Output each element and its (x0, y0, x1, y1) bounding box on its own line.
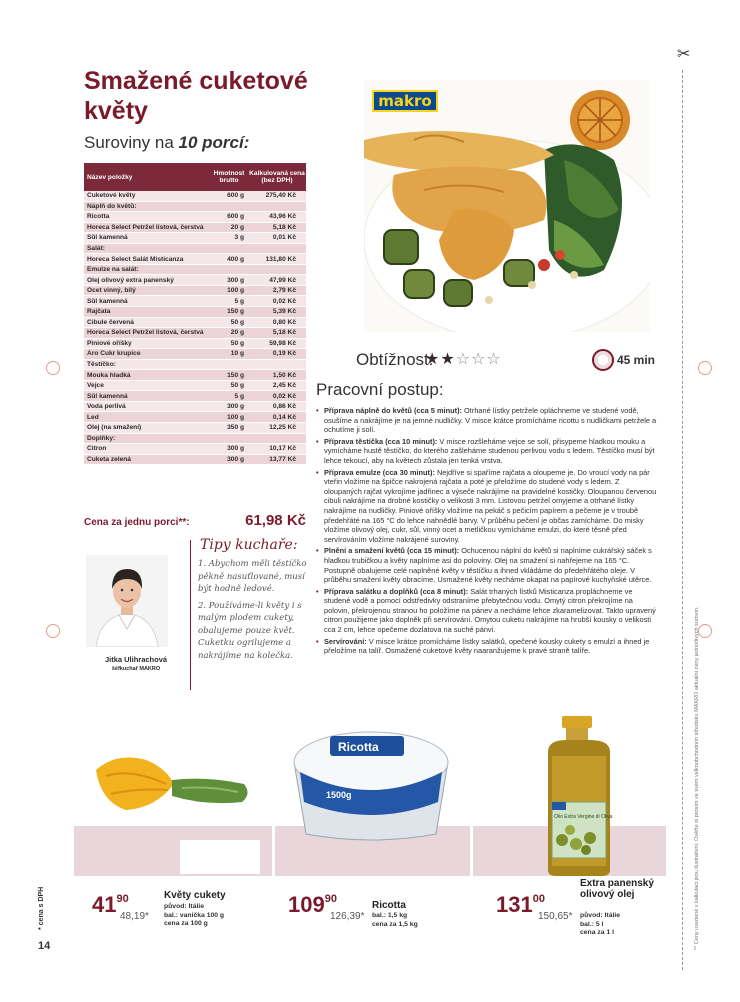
ingredient-weight: 5 g (234, 392, 244, 400)
table-row (84, 328, 306, 339)
ingredient-price: 59,98 Kč (269, 339, 296, 347)
binder-hole-icon (698, 624, 712, 638)
price-integer: 131 (496, 892, 533, 917)
cut-line (682, 70, 683, 970)
product-info-line: původ: Itálie (164, 903, 205, 910)
product-name: Květy cukety (164, 890, 226, 901)
ingredient-name: Náplň do květů: (87, 202, 137, 210)
product-info-line: bal.: vanička 100 g (164, 911, 225, 919)
ingredient-weight: 20 g (230, 329, 244, 337)
table-row (84, 402, 306, 413)
ingredient-weight: 150 g (227, 371, 244, 379)
table-row (84, 370, 306, 381)
product-info-line: bal.: 1,5 kg (372, 912, 408, 919)
price-disclaimer: ** Ceny uvedené v kalkulaci jsou ilustrativní. Ověřte si prosím ve svém velkoobchodním středisku MAKRO aktuální ceny jednotlivých surovin. (694, 606, 700, 950)
procedure-step (316, 468, 658, 545)
binder-hole-icon (46, 624, 60, 638)
binder-hole-icon (698, 361, 712, 375)
ingredient-name: Rajčata (87, 308, 111, 316)
table-row (84, 455, 306, 466)
ingredient-weight: 5 g (234, 297, 244, 305)
ingredient-price: 5,18 Kč (272, 223, 296, 231)
price-integer: 109 (288, 892, 325, 917)
ingredient-name: Salát: (87, 245, 105, 252)
ricotta-tub-photo (286, 722, 456, 842)
makro-logo: makro (372, 90, 438, 112)
step-lead: Příprava salátku a doplňků (cca 8 minut): (324, 586, 469, 596)
product-net-price: 150,65* (538, 911, 573, 922)
ingredient-price: 0,14 Kč (272, 413, 296, 421)
ingredient-name: Sůl kamenná (87, 297, 128, 305)
ingredient-price: 0,02 Kč (272, 392, 296, 400)
zucchini-flower-photo (86, 750, 256, 830)
table-section-row (84, 265, 306, 276)
band-divider (470, 826, 473, 876)
ingredient-price: 5,39 Kč (272, 308, 296, 316)
price-integer: 41 (92, 892, 117, 917)
step-text: Salát trhaných lístků Misticanza propláchneme ve studené vodě a pomocí odstředivky odstraníme přebytečnou vodu. Omytý citron překrojíme na polovin, překrojenou stranou ho položíme na pánev a necháme lehce zkaramelizovat. Takto upravený citron použijeme jako doplněk při servírování. Omytou cuketu nakrájíme na hrubší kousky o velikosti cca 2 cm, lehce opečeme dozlatova na suché pánvi. (324, 586, 656, 635)
ingredient-price: 12,25 Kč (269, 424, 296, 432)
portions-count: 10 porcí: (178, 133, 250, 152)
product-info-line: původ: Itálie (580, 912, 621, 919)
product-name: Extra panenský olivový olej (580, 878, 654, 900)
olive-oil-bottle-photo (540, 716, 620, 876)
ingredient-name: Horeca Select Petržel listová, čerstvá (87, 223, 204, 231)
band-divider (272, 826, 275, 876)
recipe-title: Smažené cuketové květy (84, 67, 308, 125)
ingredients-table (84, 163, 306, 465)
step-lead: Plnění a smažení květů (cca 15 minut): (324, 546, 460, 556)
ingredient-name: Těstíčko: (87, 361, 116, 369)
table-row (84, 191, 306, 202)
ingredient-price: 13,77 Kč (269, 455, 296, 463)
procedure-step (316, 546, 658, 584)
vat-note: * cena s DPH (38, 886, 45, 930)
table-row (84, 423, 306, 434)
difficulty-rating (425, 349, 502, 368)
ingredient-name: Citron (87, 445, 107, 453)
table-row (84, 254, 306, 265)
product-info-line: cena za 100 g (164, 920, 208, 927)
table-section-row (84, 360, 306, 371)
tip-item: 1. Abychom měli těstíčko pěkně nasuťlované, musí být hodně ledové. (198, 559, 307, 594)
dish-photo (364, 80, 650, 332)
ingredient-weight: 100 g (227, 287, 244, 295)
table-row (84, 212, 306, 223)
ingredient-price: 0,80 Kč (272, 318, 296, 326)
table-row (84, 381, 306, 392)
table-row (84, 339, 306, 350)
ingredient-weight: 20 g (230, 223, 244, 231)
ingredient-price: 2,79 Kč (272, 287, 296, 295)
step-text: V misce rozšleháme vejce se solí, přisypeme hladkou mouku a vymícháme hustě těstíčko, do kterého zašleháme studenou perlivou vodu s ledem. Těstíčko musí být lehce tekoucí, aby na květech zůstala jen tenká vrstva. (324, 436, 655, 465)
table-header (84, 163, 306, 191)
ingredient-weight: 300 g (227, 445, 244, 453)
price-decimal: 00 (532, 893, 545, 905)
chef-role: šéfkuchař MAKRO (111, 666, 161, 672)
step-lead: Příprava emulze (cca 30 minut): (324, 467, 435, 477)
step-text: Ochucenou náplní do květů si naplníme cukrářský sáček s hladkou trubičkou a květy naplníme asi do poloviny. Olej na smažení si nahřejeme na 165 °C. Postupně obalujeme celé naplněné květy v těstíčku a ihned vkládáme do předehřátého oleje. V průběhu smažení květy obracíme. Usmažené květy necháme okapat na papírové kuchyňské utěrce. (324, 546, 652, 585)
procedure-step (316, 437, 658, 466)
price-decimal: 90 (324, 893, 337, 905)
ingredient-weight: 50 g (230, 318, 244, 326)
product-net-price: 48,19* (120, 911, 149, 922)
ingredient-price: 10,17 Kč (269, 445, 296, 453)
table-row (84, 318, 306, 329)
ingredient-name: Voda perlivá (87, 403, 126, 411)
ingredient-price: 5,18 Kč (272, 329, 296, 337)
ingredient-name: Ricotta (87, 213, 110, 221)
ingredient-name: Cuketa zelená (87, 455, 131, 463)
per-portion-label: Cena za jednu porci**: (84, 517, 190, 528)
per-portion-value: 61,98 Kč (245, 512, 306, 529)
tips-divider (190, 540, 191, 690)
ingredient-weight: 600 g (227, 213, 244, 221)
table-row (84, 391, 306, 402)
ingredient-name: Emulze na salát: (87, 266, 139, 274)
price-decimal: 90 (116, 893, 129, 905)
binder-hole-icon (46, 361, 60, 375)
ingredient-name: Cibule červená (87, 318, 134, 326)
table-body (84, 191, 306, 465)
table-row (84, 296, 306, 307)
procedure-step (316, 406, 658, 435)
ingredient-weight: 10 g (230, 350, 244, 358)
ingredient-weight: 350 g (227, 424, 244, 432)
portions-heading (84, 133, 249, 153)
table-row (84, 307, 306, 318)
page-number: 14 (38, 940, 51, 952)
product-info-line: cena za 1 l (580, 929, 615, 936)
ingredient-weight: 300 g (227, 455, 244, 463)
ingredient-name: Doplňky: (87, 434, 116, 442)
ricotta-label-text: Ricotta (338, 740, 379, 754)
ingredient-price: 0,02 Kč (272, 297, 296, 305)
ingredient-price: 47,99 Kč (269, 276, 296, 284)
table-section-row (84, 202, 306, 213)
ingredient-name: Mouka hladká (87, 371, 131, 379)
table-row (84, 233, 306, 244)
ingredient-weight: 600 g (227, 192, 244, 200)
ingredient-name: Sůl kamenná (87, 392, 128, 400)
ingredient-weight: 300 g (227, 403, 244, 411)
product-info (372, 912, 418, 929)
procedure-title: Pracovní postup: (316, 380, 444, 399)
ingredient-name: Sůl kamenná (87, 234, 128, 242)
label-patch (180, 840, 260, 874)
product-net-price: 126,39* (330, 911, 365, 922)
product-name: Ricotta (372, 900, 406, 911)
oil-label-text: Olio Extra Vergine di Oliva (554, 814, 613, 820)
ingredient-price: 0,01 Kč (272, 234, 296, 242)
ingredient-price: 43,96 Kč (269, 213, 296, 221)
step-text: Otrhané lístky petržele opláchneme ve studené vodě, osušíme a nakrájíme je na jemné nudličky. V misce krátce promícháme ricottu s nudličkami petržele a ochutíme ji solí. (324, 406, 657, 435)
table-row (84, 349, 306, 360)
ingredient-name: Olej olivový extra panenský (87, 276, 174, 284)
ingredient-name: Horeca Select Salát Misticanza (87, 255, 184, 263)
ingredient-price: 131,80 Kč (265, 255, 296, 263)
ingredient-price: 1,50 Kč (272, 371, 296, 379)
chef-photo (86, 555, 168, 647)
ingredient-name: Olej (na smažení) (87, 424, 142, 432)
ingredient-name: Vejce (87, 382, 104, 390)
ingredient-weight: 100 g (227, 413, 244, 421)
ingredient-price: 0,19 Kč (272, 350, 296, 358)
ingredient-name: Horeca Select Petržel listová, čerstvá (87, 329, 204, 337)
portions-prefix: Suroviny na (84, 133, 179, 152)
product-info-line: cena za 1,5 kg (372, 920, 418, 928)
procedure-step (316, 587, 658, 635)
table-row (84, 275, 306, 286)
table-row (84, 444, 306, 455)
ricotta-weight-text: 1500g (326, 790, 352, 800)
ingredient-price: 275,40 Kč (265, 192, 296, 200)
difficulty-label: Obtížnost: (356, 350, 434, 369)
table-row (84, 286, 306, 297)
chef-name: Jitka Ulihrachová (104, 655, 168, 664)
ingredient-weight: 50 g (230, 382, 244, 390)
ingredient-name: Led (87, 413, 99, 421)
star-filled-icon: ★★ (425, 349, 456, 368)
header-weight: Hmotnost brutto (213, 170, 245, 184)
price-per-portion (84, 512, 306, 529)
ingredient-weight: 400 g (227, 255, 244, 263)
prep-time: 45 min (617, 353, 656, 367)
procedure-steps (316, 406, 658, 658)
ingredient-weight: 150 g (227, 308, 244, 316)
clock-icon (592, 349, 614, 371)
step-lead: Příprava náplně do květů (cca 5 minut): (324, 406, 462, 415)
step-text: Nejdříve si spaříme rajčata a oloupeme je. Do vroucí vody na pár vteřin vložíme na špičce nakrojená rajčata a poté je přeložíme do studené vody s ledem. Z oloupaných rajčat vykrojíme jadřinec a výseče nakrájíme na pravidelné kostičky. Oloupanou červenou cibuli nakrájíme na drobné kostičky o velikosti 3 mm. Listovou petržel omyjeme a otrhané lístky nakrájíme na nudličky. Piniové oříšky vložíme na pekáč s pečicím papírem a pečeme je v troubě předehřáté na 165 °C do lehce nahnědlé barvy. V průběhu pečení je občas zamícháme. Do misky vložíme olivový olej, cukr, sůl, vinný ocet a metličkou vymícháme emulzi, do které těsně před servírováním vložíme nakrájené suroviny. (324, 467, 657, 544)
ingredient-weight: 3 g (234, 234, 244, 242)
tip-item: 2. Používáme-li květy i s malým plodem cukety, obalujeme pouze květ. Cuketku ogrilujeme a nakrájíme na kolečka. (198, 600, 302, 661)
star-empty-icon: ☆☆☆ (455, 349, 502, 368)
table-row (84, 223, 306, 234)
procedure-step (316, 637, 658, 656)
table-section-row (84, 244, 306, 255)
product-info (164, 903, 224, 929)
ingredient-price: 2,45 Kč (272, 382, 296, 390)
header-price: Kalkulovaná cena (bez DPH) (249, 170, 305, 184)
step-lead: Servírování: (324, 636, 367, 646)
ingredient-name: Ocet vinný, bílý (87, 287, 136, 295)
product-info (580, 912, 620, 938)
tips-title: Tipy kuchaře: (200, 537, 298, 553)
product-info-line: bal.: 5 l (580, 920, 604, 928)
step-lead: Příprava těstíčka (cca 10 minut): (324, 436, 438, 446)
ingredient-name: Cuketové květy (87, 192, 136, 200)
table-section-row (84, 434, 306, 445)
table-row (84, 412, 306, 423)
step-text: V misce krátce promícháme lístky salátků, opečené kousky cukety s emulzí a ihned je přeložíme na talíř. Osmažené cuketové květy naaranžujeme k pravé straně talíře. (324, 636, 650, 656)
header-item: Název položky (87, 173, 133, 181)
ingredient-weight: 300 g (227, 276, 244, 284)
ingredient-name: Aro Cukr krupice (87, 350, 141, 358)
tips-list (198, 558, 308, 666)
ingredient-name: Piniové oříšky (87, 339, 132, 347)
ingredient-price: 0,86 Kč (272, 403, 296, 411)
scissors-icon: ✂ (677, 44, 691, 63)
ingredient-weight: 50 g (230, 339, 244, 347)
